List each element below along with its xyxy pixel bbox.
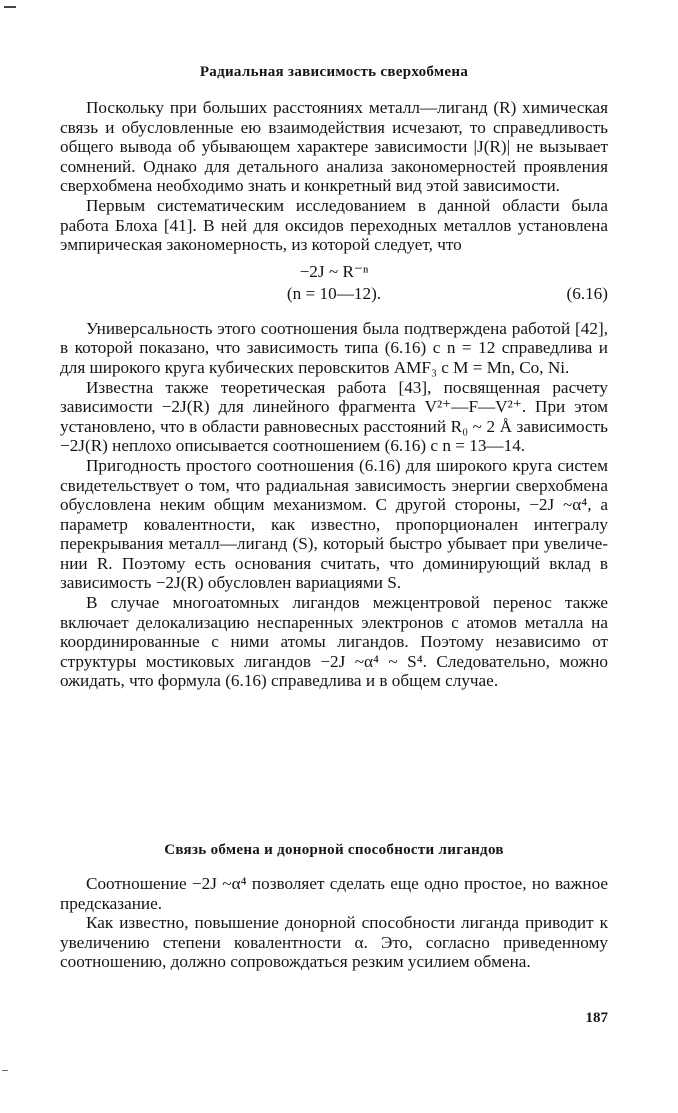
section-body-donor <box>60 874 608 972</box>
page-number: 187 <box>585 1010 608 1026</box>
paragraph-4: Известна также теоретическая работа [43], посвященная расчету зависимости −2J(R) для линейного фрагмента V²⁺—F—V²⁺. При этом установлено, что в области равновесных расстояний R₀ ~ 2 Å зависимость −2J(R) неплохо описывается соотношением (6.16) с n = 13—14. <box>60 377 608 456</box>
formula-line-1 <box>60 261 608 283</box>
book-page <box>60 0 608 1113</box>
paragraph-3: Универсальность этого соотношения была подтверждена работой [42], в которой показано, что зависимость типа (6.16) с n = 12 справедлива и для широкого круга кубических перовскитов AMF₃ с M = Mn, Co, Ni. <box>60 318 608 377</box>
paragraph-1: Поскольку при больших расстояниях металл—лиганд (R) химическая связь и обусловленные ею взаимодействия исчезают, то справедливость общего вывода об убывающем характере зависимости |J(R)| не вызывает сомнений. Однако для детального анализа закономерностей проявления сверхобмена необходимо знать и конкретный вид этой зависимости. <box>60 98 608 196</box>
formula-line-2 <box>60 283 608 305</box>
section-body-radial <box>60 98 608 691</box>
paragraph-8: Как известно, повышение донорной способности лиганда приводит к увеличению степени ковалентности α. Это, согласно приведенному соотношению, должно сопровождаться резким усилием обмена. <box>60 913 608 972</box>
paragraph-7: Соотношение −2J ~α⁴ позволяет сделать еще одно простое, но важное предсказание. <box>60 874 608 913</box>
paragraph-2: Первым систематическим исследованием в данной области была работа Блоха [41]. В ней для оксидов переходных металлов установлена эмпирическая закономерность, из которой следует, что <box>60 195 608 255</box>
formula-expression: −2J ~ R⁻ⁿ <box>299 261 369 281</box>
paragraph-6: В случае многоатомных лигандов межцентровой перенос также включает делокализацию неспаренных электронов с атомов металла на координированные с ними атомы лигандов. Поэтому независимо от структуры мостиковых лигандов −2J ~α⁴ ~ S⁴. Следовательно, можно ожидать, что формула (6.16) справедлива и в общем случае. <box>60 593 608 691</box>
section-title-radial: Радиальная зависимость сверхобмена <box>199 64 469 80</box>
corner-mark <box>4 6 16 8</box>
paragraph-5: Пригодность простого соотношения (6.16) для широкого круга систем свидетельствует о том, что радиальная зависимость энергии сверхобмена обусловлена неким общим механизмом. С другой стороны, −2J ~α⁴, а параметр ковалентности, как известно, пропорционален интегралу перекрывания металл—лиганд (S), который быстро убывает при увеличении R. Поэтому есть основания считать, что доминирующий вклад в зависимость −2J(R) обусловлен вариациями S. <box>60 455 608 593</box>
section-title-donor: Связь обмена и донорной способности лигандов <box>164 842 504 858</box>
formula-number: (6.16) <box>566 283 608 303</box>
margin-mark <box>2 1070 8 1071</box>
formula-condition: (n = 10—12). <box>286 283 382 303</box>
